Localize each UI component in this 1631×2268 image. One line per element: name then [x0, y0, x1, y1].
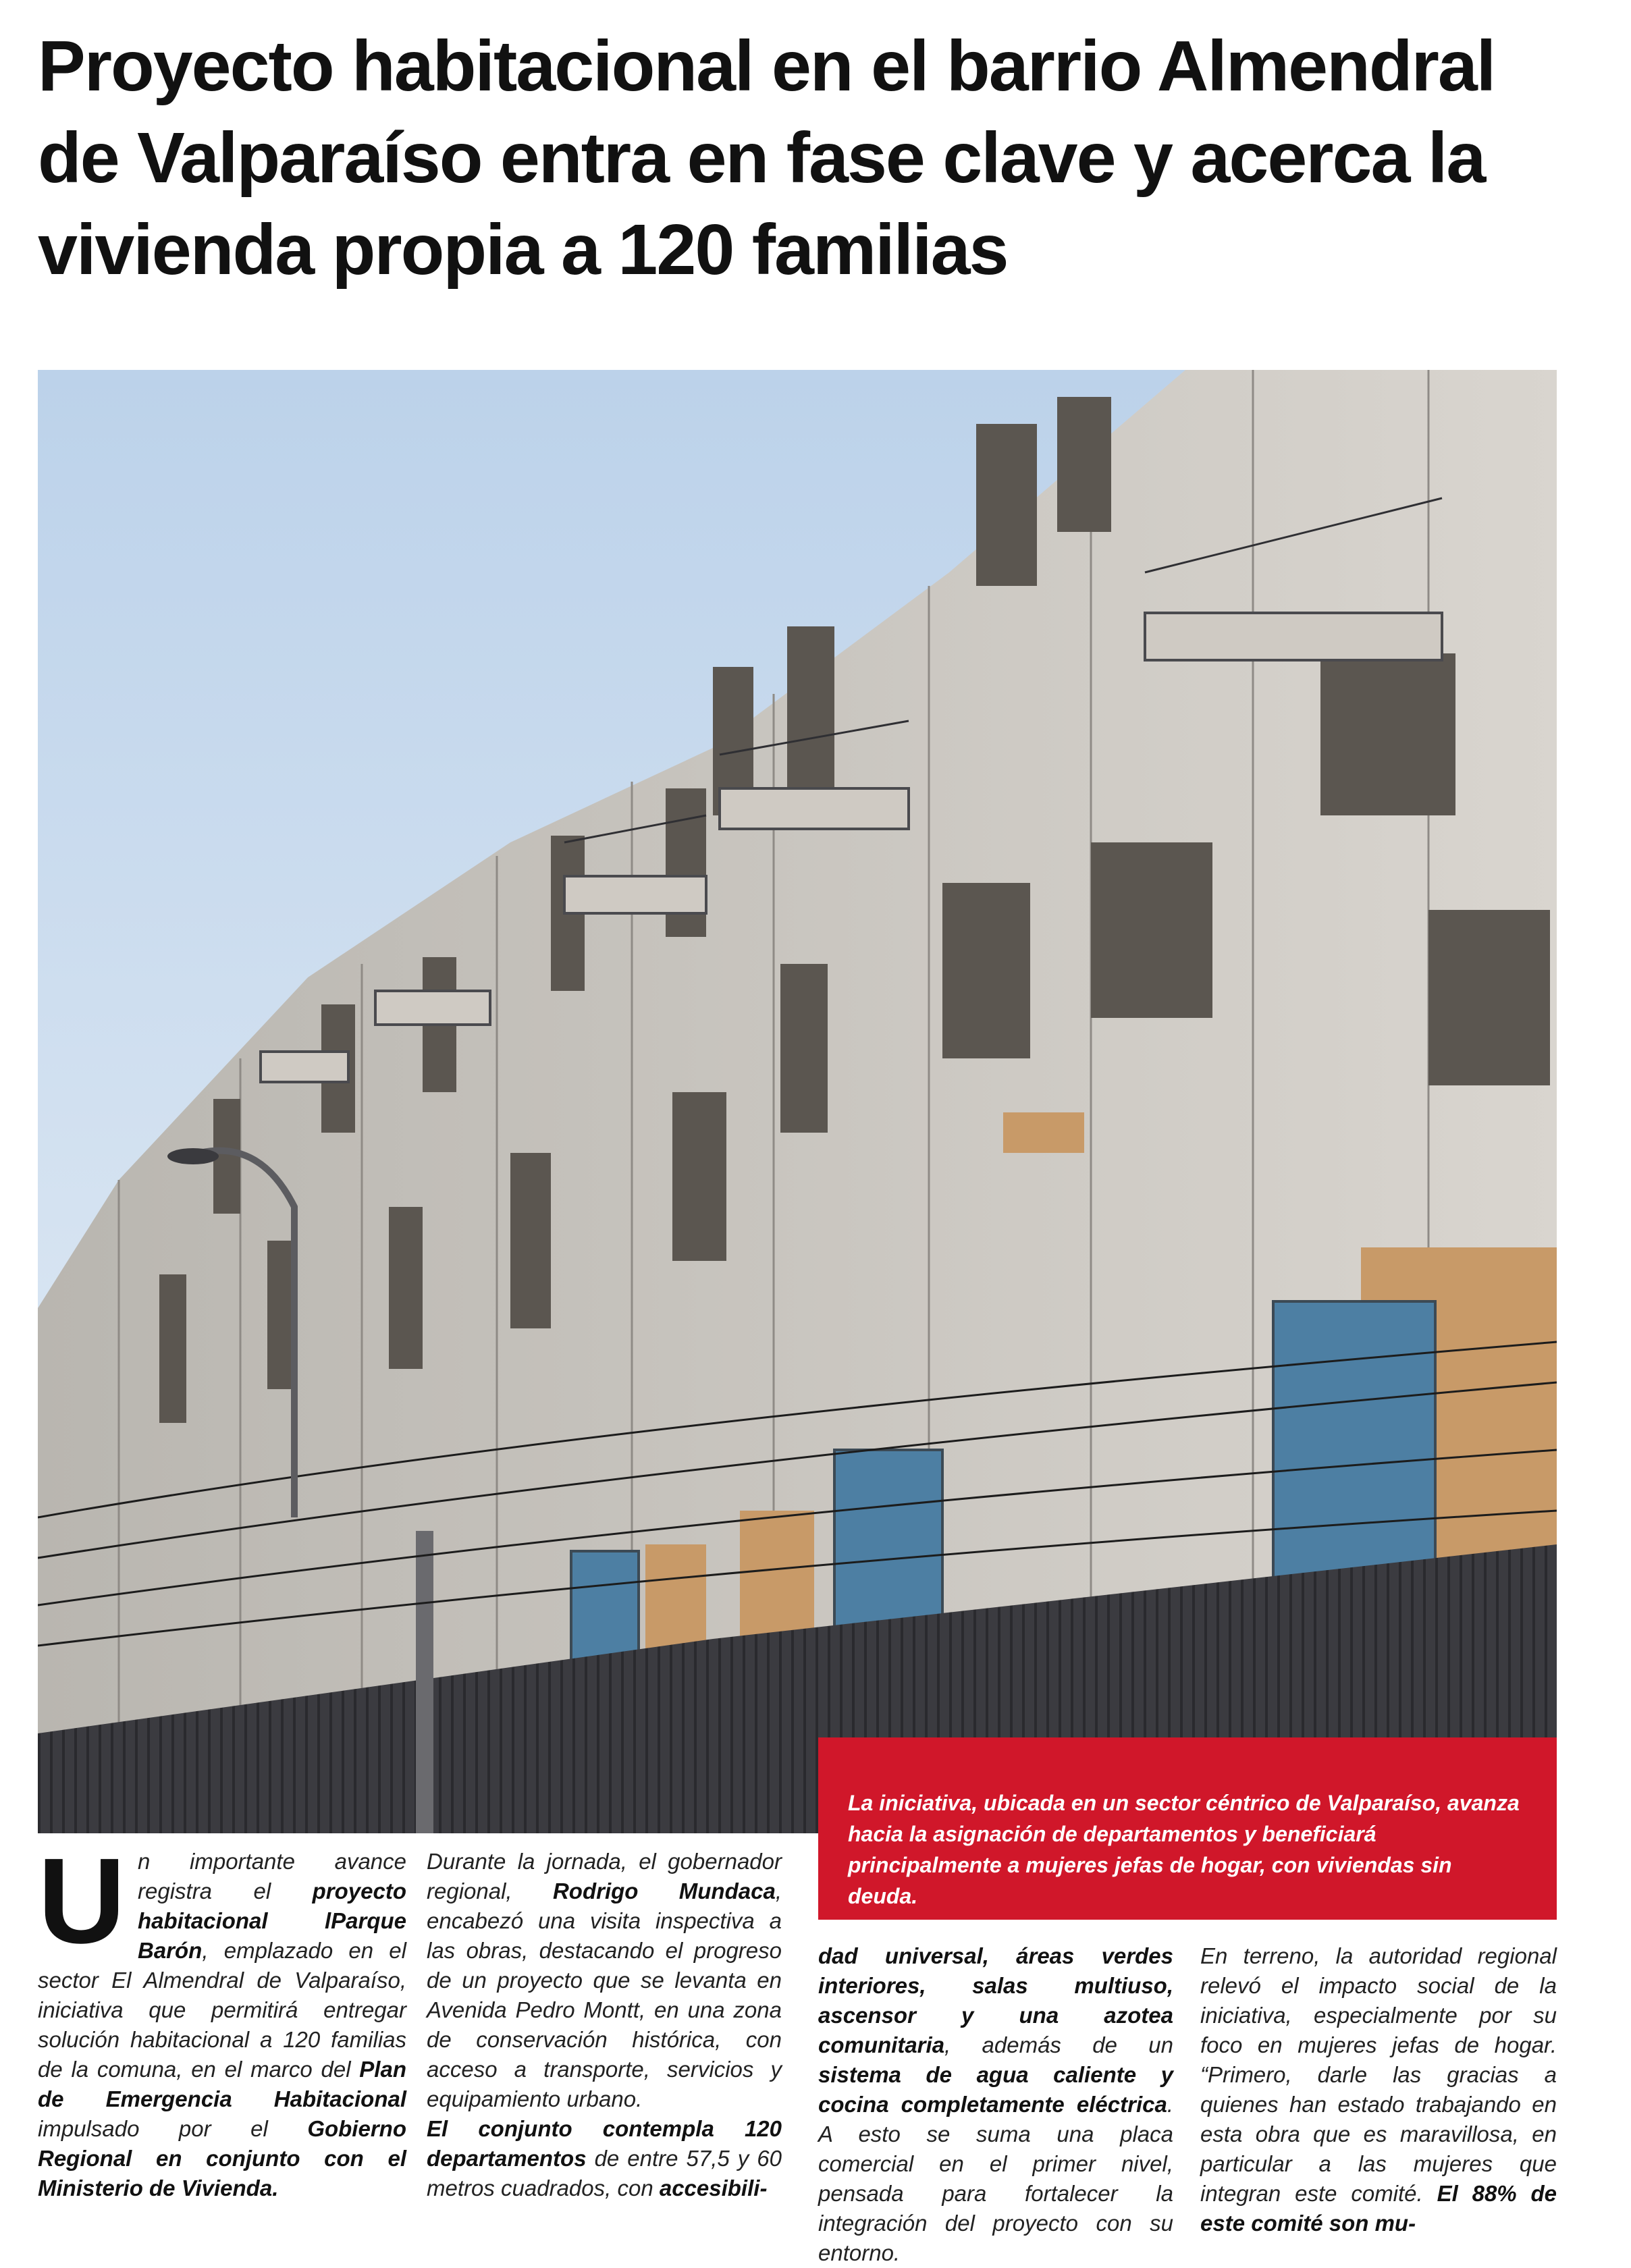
col1-bold-1: proyecto habitacional lParque Barón: [138, 1879, 406, 1963]
col2-bold-2: El conjunto contempla 120 departamentos: [427, 2116, 782, 2171]
col3-text-2: . A esto se suma una placa comercial en el primer nivel, pensada para fortalecer la integración del proyecto con su entorno.: [818, 2092, 1173, 2265]
col3-text-1: , además de un: [944, 2032, 1173, 2057]
article-column-4: [1200, 1941, 1557, 2238]
article-column-1: [38, 1833, 406, 2203]
col2-bold-3: accesibili-: [659, 2176, 768, 2200]
col1-text-3: impulsado por el: [38, 2116, 308, 2141]
col3-bold-2: sistema de agua caliente y cocina completamente eléctrica: [818, 2062, 1173, 2117]
col1-text-1: n importante avance registra el: [138, 1849, 406, 1904]
article-column-2: [427, 1847, 782, 2203]
col2-text-1: Durante la jornada, el gobernador regional,: [427, 1849, 782, 1904]
col1-bold-3: Gobierno Regional en conjunto con el Ministerio de Vivienda.: [38, 2116, 406, 2200]
drop-cap: U: [38, 1833, 126, 1969]
col2-bold-1: Rodrigo Mundaca: [552, 1879, 776, 1904]
headline: Proyecto habitacional en el barrio Almendral de Valparaíso entra en fase clave y acerca la vivienda propia a 120 familias: [38, 26, 1495, 290]
col2-text-3: de entre 57,5 y 60 metros cuadrados, con: [427, 2146, 782, 2200]
col4-text-1: En terreno, la autoridad regional relevó el impacto social de la iniciativa, especialmente por su foco en mujeres jefas de hogar. “Primero, darle las gracias a quienes han estado trabajando en esta obra que es maravillosa, en particular a las mujeres que integran este comité.: [1200, 1943, 1557, 2206]
col1-text-2: , emplazado en el sector El Almendral de Valparaíso, iniciativa que permitirá entregar solución habitacional a 120 familias de la comuna, en el marco del: [38, 1938, 406, 2082]
col2-text-2: , encabezó una visita inspectiva a las obras, destacando el progreso de un proyecto que se levanta en Avenida Pedro Montt, en una zona de conservación histórica, con acceso a transporte, servicios y equipamiento urbano.: [427, 1879, 782, 2111]
col1-bold-2: Plan de Emergencia Habitacional: [38, 2057, 406, 2111]
col2-paragraph-2: [427, 2114, 782, 2203]
col4-bold-1: El 88% de este comité son mu-: [1200, 2181, 1557, 2236]
article-column-3: [818, 1941, 1173, 2268]
col3-bold-1: dad universal, áreas verdes interiores, salas multiuso, ascensor y una azotea comunitaria: [818, 1943, 1173, 2057]
photo-caption: La iniciativa, ubicada en un sector céntrico de Valparaíso, avanza hacia la asignación de departamentos y beneficiará principalmente a mujeres jefas de hogar, con viviendas sin deuda.: [818, 1737, 1557, 1920]
col2-paragraph-1: [427, 1847, 782, 2114]
building-under-construction-photo: [38, 370, 1557, 1833]
